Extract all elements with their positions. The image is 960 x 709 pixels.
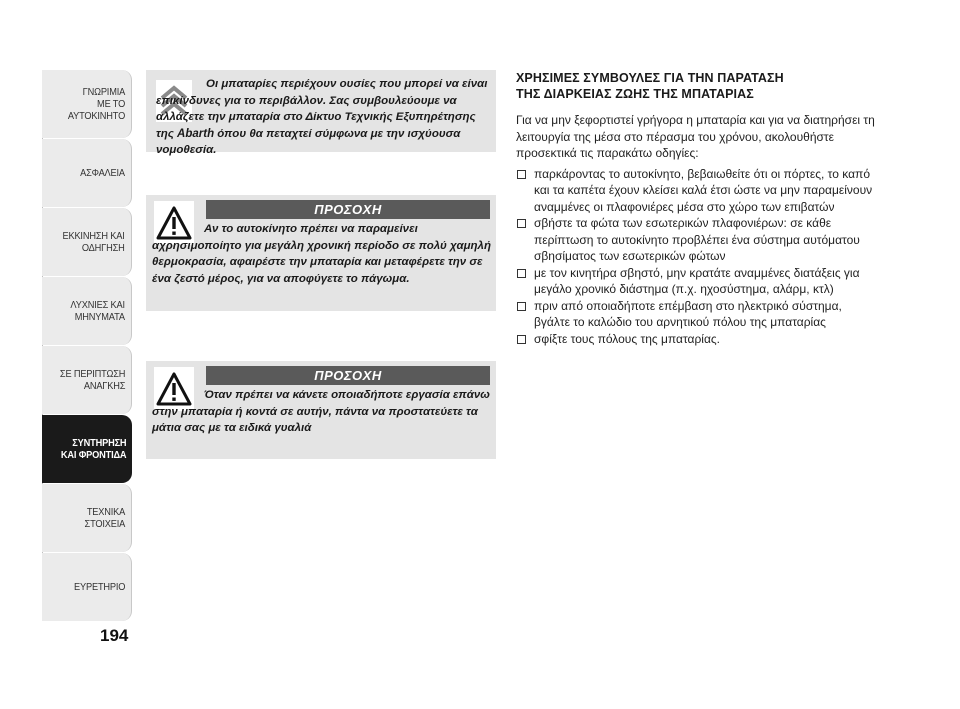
list-item: πριν από οποιαδήποτε επέμβαση στο ηλεκτρικό σύστημα, βγάλτε το καλώδιο του αρνητικού πόλου της μπαταρίας bbox=[516, 298, 876, 331]
section-title: ΧΡΗΣΙΜΕΣ ΣΥΜΒΟΥΛΕΣ ΓΙΑ ΤΗΝ ΠΑΡΑΤΑΣΗ ΤΗΣ ΔΙΑΡΚΕΙΑΣ ΖΩΗΣ ΤΗΣ ΜΠΑΤΑΡΙΑΣ bbox=[516, 71, 784, 101]
list-item: παρκάροντας το αυτοκίνητο, βεβαιωθείτε ότι οι πόρτες, το καπό και τα καπέτα έχουν κλείσει καλά έτσι ώστε να μην παραμείνουν αναμμένες οι πλαφονιέρες μέσα στο χώρο των επιβατών bbox=[516, 166, 876, 216]
checkbox-bullet-icon bbox=[517, 302, 526, 311]
section-intro: Για να μην ξεφορτιστεί γρήγορα η μπαταρία και για να διατηρήσει τη λειτουργία της μέσα στο πέρασμα του χρόνου, ακολουθήστε προσεκτικά τις παρακάτω οδηγίες: bbox=[516, 113, 875, 160]
page-number: 194 bbox=[100, 626, 129, 645]
environment-note-text: Οι μπαταρίες περιέχουν ουσίες που μπορεί να είναι επικίνδυνες για το περιβάλλον. Σας συμβουλεύουμε να αλλάζετε την μπαταρία στο Δίκτυο Τεχνικής Εξυπηρέτησης της Abarth όπου θα πεταχτεί σύμφωνα με την ισχύουσα νομοθεσία. bbox=[156, 78, 488, 156]
tab-vehicle-intro[interactable]: ΓΝΩΡΙΜΙΑ ΜΕ ΤΟ ΑΥΤΟΚΙΝΗΤΟ bbox=[42, 70, 132, 138]
list-item: σβήστε τα φώτα των εσωτερικών πλαφονιέρων: σε κάθε περίπτωση το αυτοκίνητο προβλέπει ένα σύστημα αυτόματου σβησίματος των εσωτερικών φώτων bbox=[516, 215, 876, 265]
environment-note bbox=[146, 70, 496, 156]
warning-header: ΠΡΟΣΟΧΗ bbox=[206, 200, 490, 219]
tab-warning-lights[interactable]: ΛΥΧΝΙΕΣ ΚΑΙ ΜΗΝΥΜΑΤΑ bbox=[42, 277, 132, 345]
list-item: σφίξτε τους πόλους της μπαταρίας. bbox=[516, 331, 876, 348]
battery-tips-section bbox=[516, 70, 876, 347]
warning-text: Όταν πρέπει να κάνετε οποιαδήποτε εργασία επάνω στην μπαταρία ή κοντά σε αυτήν, πάντα να προστατεύετε τα μάτια σας με τα ειδικά γυαλιά bbox=[152, 389, 490, 434]
warning-header: ΠΡΟΣΟΧΗ bbox=[206, 366, 490, 385]
warning-box-eye-protection bbox=[146, 361, 496, 459]
tips-list bbox=[516, 166, 876, 348]
tab-index[interactable]: ΕΥΡΕΤΗΡΙΟ bbox=[42, 553, 132, 621]
tab-emergency[interactable]: ΣΕ ΠΕΡΙΠΤΩΣΗ ΑΝΑΓΚΗΣ bbox=[42, 346, 132, 414]
checkbox-bullet-icon bbox=[517, 335, 526, 344]
warning-box-cold bbox=[146, 195, 496, 311]
tab-safety[interactable]: ΑΣΦΑΛΕΙΑ bbox=[42, 139, 132, 207]
tab-technical-data[interactable]: ΤΕΧΝΙΚΑ ΣΤΟΙΧΕΙΑ bbox=[42, 484, 132, 552]
tab-maintenance-care[interactable]: ΣΥΝΤΗΡΗΣΗ ΚΑΙ ΦΡΟΝΤΙΔΑ bbox=[42, 415, 132, 483]
warning-text: Αν το αυτοκίνητο πρέπει να παραμείνει αχρησιμοποίητο για μεγάλη χρονική περίοδο σε πολύ χαμηλή θερμοκρασία, αφαιρέστε την μπαταρία και μεταφέρετε την σε ένα ζεστό μέρος, για να αποφύγετε το πάγωμα. bbox=[152, 223, 491, 285]
checkbox-bullet-icon bbox=[517, 170, 526, 179]
checkbox-bullet-icon bbox=[517, 219, 526, 228]
tab-starting-driving[interactable]: ΕΚΚΙΝΗΣΗ ΚΑΙ ΟΔΗΓΗΣΗ bbox=[42, 208, 132, 276]
list-item: με τον κινητήρα σβηστό, μην κρατάτε αναμμένες διατάξεις για μεγάλο χρονικό διάστημα (π.χ. ηχοσύστημα, αλάρμ, κτλ) bbox=[516, 265, 876, 298]
checkbox-bullet-icon bbox=[517, 269, 526, 278]
